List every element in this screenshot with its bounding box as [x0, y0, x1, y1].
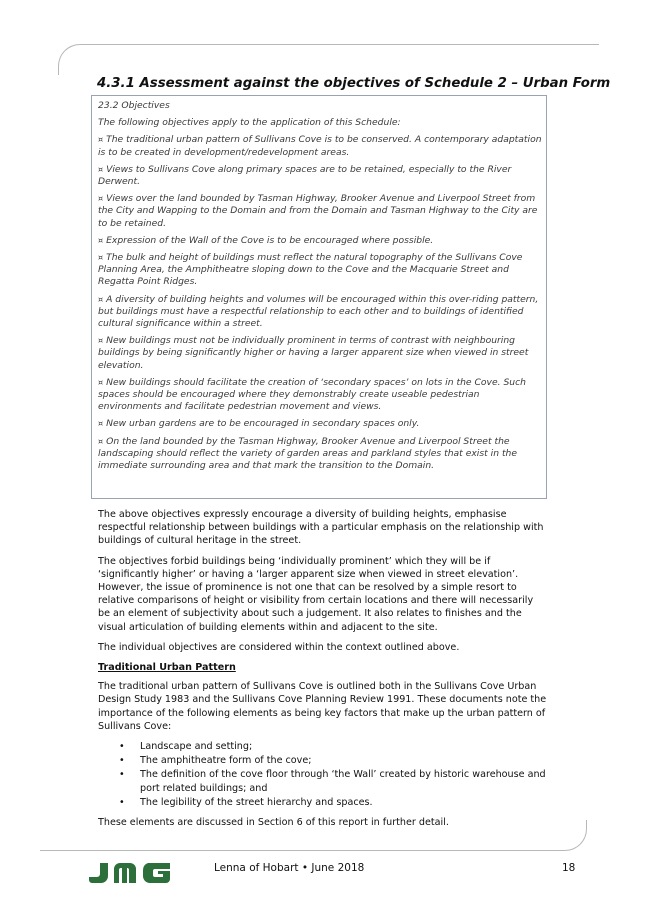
bullet-icon: ¤ — [98, 377, 104, 387]
bullet-icon: ¤ — [98, 164, 104, 174]
objective-item: ¤ On the land bounded by the Tasman Highway, Brooker Avenue and Liverpool Street the landscaping should reflect the variety of garden areas and parkland styles that exist in the immediate surrounding area and that mark the transition to the Domain. — [98, 435, 518, 472]
objective-item: ¤ The bulk and height of buildings must reflect the natural topography of the Sullivans Cove Planning Area, the Amphitheatre sloping down to the Cove and the Macquarie Street and Regatta Point Ridges. — [98, 252, 523, 288]
objective-item: ¤ Views to Sullivans Cove along primary spaces are to be retained, especially to the River Derwent. — [98, 163, 512, 188]
bullet-icon: ¤ — [98, 135, 104, 145]
key-factors-list — [98, 740, 548, 809]
list-item: • The legibility of the street hierarchy and spaces. — [140, 796, 548, 809]
quote-intro: The following objectives apply to the application of this Schedule: — [98, 117, 401, 129]
list-item: • Landscape and setting; — [140, 740, 548, 753]
body-paragraph: The objectives forbid buildings being ‘individually prominent’ which they will be if ‘significantly higher’ or having a ‘larger apparent size when viewed in street elevation’. However, the issue of prominence is not one that can be resolved by a simple resort to relative comparisons of height or visibility from certain locations and there will necessarily be an element of subjectivity about such a judgement. It also relates to finishes and the visual articulation of building elements within and adjacent to the site. — [98, 555, 534, 633]
bullet-icon: ¤ — [98, 294, 104, 304]
section-heading: 4.3.1 Assessment against the objectives of Schedule 2 – Urban Form — [97, 76, 611, 91]
body-paragraph: The above objectives expressly encourage a diversity of building heights, emphasise respectful relationship between buildings with a particular emphasis on the relationship with buildings of cultural heritage in the street. — [98, 509, 544, 547]
objective-item: ¤ A diversity of building heights and volumes will be encouraged within this over-riding pattern, but buildings must have a respectful relationship to each other and to buildings of identified cultural significance within a street. — [98, 293, 539, 330]
body-text — [98, 508, 548, 836]
body-paragraph: The traditional urban pattern of Sullivans Cove is outlined both in the Sullivans Cove Urban Design Study 1983 and the Sullivans Cove Planning Review 1991. These documents note the importance of the following elements as being key factors that make up the urban pattern of Sullivans Cove: — [98, 681, 547, 732]
list-item: • The amphitheatre form of the cove; — [140, 754, 548, 767]
objective-item: ¤ New buildings should facilitate the creation of ‘secondary spaces’ on lots in the Cove. Such spaces should be encouraged where they demonstrably create useable pedestrian environments and facilitate pedestrian movement and views. — [98, 376, 526, 413]
bullet-icon: ¤ — [98, 253, 104, 263]
body-paragraph: The individual objectives are considered within the context outlined above. — [98, 641, 460, 653]
jmg-logo — [88, 862, 172, 884]
footer-title: Lenna of Hobart • June 2018 — [214, 862, 365, 874]
objective-item: ¤ Views over the land bounded by Tasman Highway, Brooker Avenue and Liverpool Street from the City and Wapping to the Domain and from the Domain and Tasman Highway to the City are to be retained. — [98, 193, 538, 229]
page-footer — [0, 862, 646, 886]
objective-item: ¤ New urban gardens are to be encouraged in secondary spaces only. — [98, 418, 420, 430]
objective-item: ¤ Expression of the Wall of the Cove is to be encouraged where possible. — [98, 234, 434, 246]
bullet-icon: ¤ — [98, 436, 104, 446]
bullet-icon: ¤ — [98, 336, 104, 346]
page-frame-top — [58, 44, 599, 75]
list-item: • The definition of the cove floor through ‘the Wall’ created by historic warehouse and port related buildings; and — [140, 768, 548, 794]
bullet-icon: ¤ — [98, 419, 104, 429]
bullet-icon: ¤ — [98, 235, 104, 245]
subheading: Traditional Urban Pattern — [98, 662, 236, 674]
objective-item: ¤ New buildings must not be individually prominent in terms of contrast with neighbouring buildings by being significantly higher or having a larger apparent size when viewed in street elevation. — [98, 335, 529, 371]
quote-title: 23.2 Objectives — [98, 100, 170, 111]
body-paragraph: These elements are discussed in Section 6 of this report in further detail. — [98, 817, 449, 829]
schedule-objectives-box — [91, 95, 547, 499]
page-number: 18 — [562, 862, 576, 874]
objective-item: ¤ The traditional urban pattern of Sullivans Cove is to be conserved. A contemporary adaptation is to be created in development/redevelopment areas. — [98, 134, 542, 158]
bullet-icon: ¤ — [98, 194, 104, 204]
